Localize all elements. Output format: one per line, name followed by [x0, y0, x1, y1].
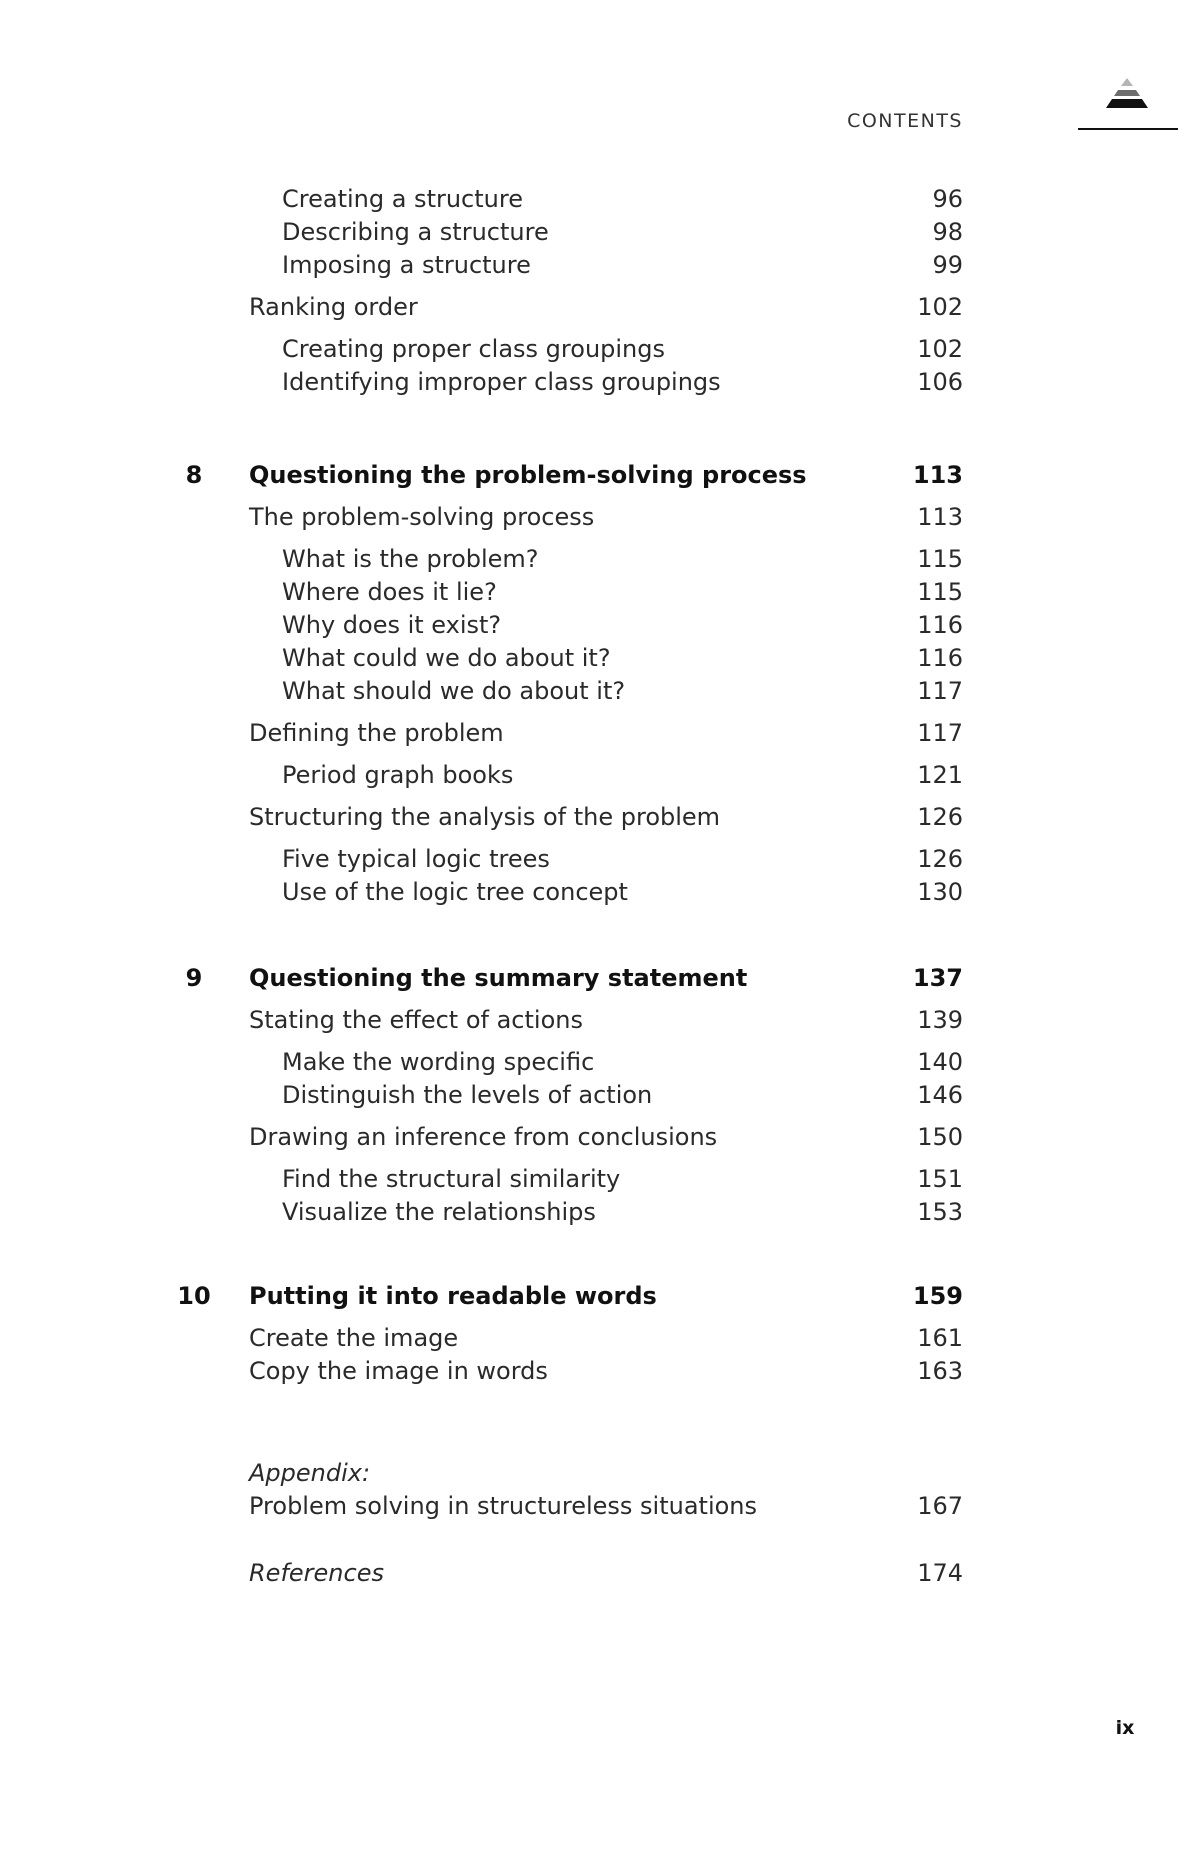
toc-entry [170, 1046, 963, 1078]
toc-entry-page: 98 [932, 218, 963, 246]
toc-entry [170, 249, 963, 281]
toc-entry-page: 116 [917, 644, 963, 672]
toc-entry [170, 1079, 963, 1111]
toc-entry-page: 106 [917, 368, 963, 396]
toc-entry-title: Why does it exist? [282, 611, 502, 639]
toc-entry-page: 130 [917, 878, 963, 906]
toc-entry-title: Stating the effect of actions [249, 1006, 583, 1034]
toc-entry [170, 1490, 963, 1522]
toc-entry-page: 113 [917, 503, 963, 531]
toc-entry-title: Appendix: [249, 1459, 371, 1487]
toc-entry-page: 153 [917, 1198, 963, 1226]
toc-entry-page: 126 [917, 803, 963, 831]
toc-entry-title: Identifying improper class groupings [282, 368, 721, 396]
chapter-number: 9 [185, 964, 203, 992]
toc-entry [170, 675, 963, 707]
toc-entry-title: Five typical logic trees [282, 845, 550, 873]
toc-entry-title: Visualize the relationships [282, 1198, 596, 1226]
toc-entry-page: 159 [912, 1282, 963, 1310]
toc-entry-page: 139 [917, 1006, 963, 1034]
toc-entry-page: 116 [917, 611, 963, 639]
running-head: CONTENTS [847, 110, 963, 132]
toc-entry-title: What could we do about it? [282, 644, 611, 672]
toc-entry [170, 1355, 963, 1387]
toc-entry-page: 161 [917, 1324, 963, 1352]
toc-entry-title: Questioning the problem-solving process [249, 461, 807, 489]
toc-entry-page: 121 [917, 761, 963, 789]
toc-entry-page: 102 [917, 293, 963, 321]
toc-entry-page: 115 [917, 545, 963, 573]
toc-entry-page: 96 [932, 185, 963, 213]
toc-entry-title: Structuring the analysis of the problem [249, 803, 721, 831]
toc-entry-title: Ranking order [249, 293, 418, 321]
toc-entry [170, 801, 963, 833]
toc-entry [170, 576, 963, 608]
page-number: ix [1115, 1717, 1135, 1739]
toc-entry-page: 117 [917, 719, 963, 747]
toc-entry [170, 543, 963, 575]
toc-entry-page: 146 [917, 1081, 963, 1109]
toc-chapter [170, 459, 963, 491]
toc-entry-page: 102 [917, 335, 963, 363]
toc-entry [170, 333, 963, 365]
toc-entry-title: Copy the image in words [249, 1357, 548, 1385]
toc-entry [170, 717, 963, 749]
toc-entry [170, 501, 963, 533]
toc-entry [170, 366, 963, 398]
toc-entry-title: Drawing an inference from conclusions [249, 1123, 718, 1151]
toc-entry-title: What should we do about it? [282, 677, 626, 705]
toc-entry-title: Describing a structure [282, 218, 549, 246]
toc-entry [170, 216, 963, 248]
toc-entry-title: Where does it lie? [282, 578, 497, 606]
toc-entry [170, 642, 963, 674]
toc-entry-title: Problem solving in structureless situations [249, 1492, 758, 1520]
toc-entry-title: Use of the logic tree concept [282, 878, 628, 906]
toc-entry-page: 150 [917, 1123, 963, 1151]
toc-entry-title: References [249, 1559, 384, 1587]
toc-entry-title: Imposing a structure [282, 251, 531, 279]
toc-entry [170, 609, 963, 641]
toc-chapter [170, 962, 963, 994]
toc-entry-title: Find the structural similarity [282, 1165, 621, 1193]
toc-entry-title: Putting it into readable words [249, 1282, 657, 1310]
toc-entry [170, 1322, 963, 1354]
toc-entry-title: Create the image [249, 1324, 459, 1352]
chapter-number: 10 [177, 1282, 211, 1310]
toc-chapter [170, 1280, 963, 1312]
toc-entry [170, 1196, 963, 1228]
toc-entry [170, 843, 963, 875]
toc-entry-page: 117 [917, 677, 963, 705]
toc-entry-page: 151 [917, 1165, 963, 1193]
toc-entry [170, 1004, 963, 1036]
toc-entry-title: Creating proper class groupings [282, 335, 666, 363]
toc-entry-page: 99 [932, 251, 963, 279]
toc-entry-title: Creating a structure [282, 185, 523, 213]
toc-entry-title: Defining the problem [249, 719, 504, 747]
toc-entry-page: 167 [917, 1492, 963, 1520]
toc-entry-title: What is the problem? [282, 545, 539, 573]
toc-entry-page: 163 [917, 1357, 963, 1385]
toc-entry [170, 1457, 963, 1489]
toc-entry [170, 876, 963, 908]
toc-entry-title: Make the wording specific [282, 1048, 595, 1076]
toc-entry-title: Questioning the summary statement [249, 964, 748, 992]
toc-entry [170, 183, 963, 215]
toc-entry [170, 1121, 963, 1153]
toc-entry-page: 137 [912, 964, 963, 992]
toc-entry-title: The problem-solving process [249, 503, 595, 531]
toc-entry [170, 1557, 963, 1589]
toc-entry-page: 115 [917, 578, 963, 606]
toc-entry-page: 140 [917, 1048, 963, 1076]
chapter-number: 8 [185, 461, 203, 489]
toc-entry [170, 291, 963, 323]
toc-entry-page: 126 [917, 845, 963, 873]
toc-entry-page: 174 [917, 1559, 963, 1587]
toc-entry [170, 1163, 963, 1195]
toc-entry-title: Distinguish the levels of action [282, 1081, 653, 1109]
toc-entry-page: 113 [912, 461, 963, 489]
toc-entry [170, 759, 963, 791]
toc-entry-title: Period graph books [282, 761, 514, 789]
